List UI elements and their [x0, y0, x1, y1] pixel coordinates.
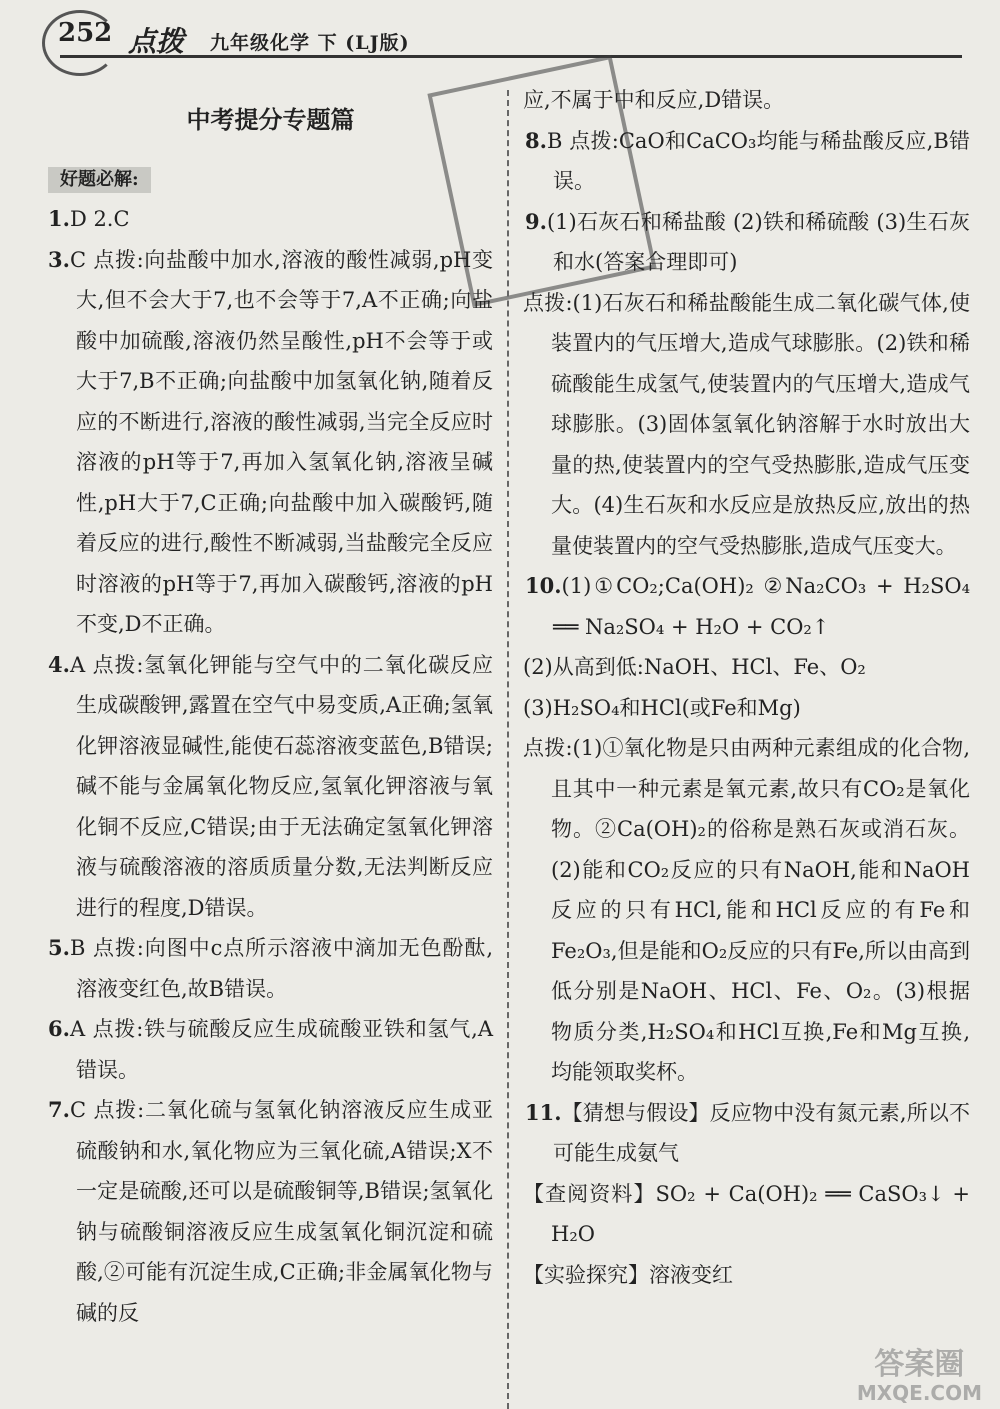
answer-number: 4.	[48, 651, 70, 677]
answer-number: 1.	[48, 206, 70, 231]
answer-item	[525, 647, 970, 688]
answer-item	[525, 566, 970, 647]
answer-text: 点拨:(1)石灰石和稀盐酸能生成二氧化碳气体,使装置内的气压增大,造成气球膨胀。(2)铁和稀硫酸能生成氢气,使装置内的气压增大,造成气球膨胀。(3)固体氢氧化钠溶解于水时放出大量的热,使装置内的空气受热膨胀,造成气压变大。(4)生石灰和水反应是放热反应,放出的热量使装置内的空气受热膨胀,造成气压变大。	[523, 290, 970, 558]
watermark-sub: MXQE.COM	[856, 1381, 982, 1405]
answer-text: B 点拨:CaO和CaCO₃均能与稀盐酸反应,B错误。	[546, 128, 970, 193]
watermark-main: 答案圈	[874, 1347, 965, 1382]
answer-text: (1)①CO₂;Ca(OH)₂ ②Na₂CO₃ + H₂SO₄ ══ Na₂SO₄ + H₂O + CO₂↑	[553, 574, 970, 639]
answer-item	[48, 645, 493, 929]
answer-item	[48, 240, 493, 645]
answer-text: D 2.C	[69, 207, 130, 231]
answer-text: 【实验探究】溶液变红	[523, 1262, 733, 1287]
answer-item	[525, 80, 970, 121]
answer-number: 7.	[48, 1097, 70, 1122]
answer-item	[48, 1009, 493, 1090]
answer-text: 【查阅资料】SO₂ + Ca(OH)₂ ══ CaSO₃↓ + H₂O	[523, 1181, 970, 1246]
answer-number: 3.	[48, 246, 70, 272]
answer-list-right	[525, 80, 970, 1295]
answer-item	[525, 121, 970, 202]
answer-text: A 点拨:氢氧化钾能与空气中的二氧化碳反应生成碳酸钾,露置在空气中易变质,A正确;氢氧化钾溶液显碱性,能使石蕊溶液变蓝色,B错误;碱不能与金属氧化物反应,氢氧化钾溶液与氧化铜不反应,C错误;由于无法确定氢氧化钾溶液与硫酸溶液的溶质质量分数,无法判断反应进行的程度,D错误。	[69, 652, 493, 920]
answer-item	[525, 1093, 970, 1174]
answer-text: C 点拨:二氧化硫与氢氧化钠溶液反应生成亚硫酸钠和水,氧化物应为三氧化硫,A错误;X不一定是硫酸,还可以是硫酸铜等,B错误;氢氧化钠与硫酸铜溶液反应生成氢氧化铜沉淀和硫酸,②可能有沉淀生成,C正确;非金属氧化物与碱的反	[69, 1098, 493, 1325]
answer-text: A 点拨:铁与硫酸反应生成硫酸亚铁和氢气,A错误。	[69, 1017, 493, 1082]
section-badge: 好题必解:	[48, 167, 151, 193]
answer-item	[525, 688, 970, 729]
header-rule	[60, 55, 962, 58]
answer-item	[525, 728, 970, 1093]
page-header	[0, 0, 1000, 68]
answer-item	[48, 928, 493, 1009]
answer-text: 点拨:(1)①氧化物是只由两种元素组成的化合物,且其中一种元素是氧元素,故只有CO₂是氧化物。②Ca(OH)₂的俗称是熟石灰或消石灰。(2)能和CO₂反应的只有NaOH,能和NaOH反应的只有HCl,能和HCl反应的有Fe和Fe₂O₃,但是能和O₂反应的只有Fe,所以由高到低分别是NaOH、HCl、Fe、O₂。(3)根据物质分类,H₂SO₄和HCl互换,Fe和Mg互换,均能领取奖杯。	[523, 736, 970, 1084]
book-title: 九年级化学 下 (LJ版)	[210, 32, 410, 54]
right-column	[525, 80, 970, 1295]
section-title: 中考提分专题篇	[186, 105, 355, 134]
left-column	[48, 80, 493, 1333]
answer-text: 【猜想与假设】反应物中没有氮元素,所以不可能生成氨气	[553, 1100, 970, 1165]
answer-number: 10.	[525, 573, 562, 598]
answer-number: 9.	[525, 208, 547, 234]
answer-item	[48, 1090, 493, 1333]
answer-number: 5.	[48, 935, 70, 960]
answer-item	[525, 202, 970, 283]
answer-item	[525, 1174, 970, 1255]
brand-logo: 点拨	[128, 25, 185, 58]
answer-item	[525, 1255, 970, 1296]
answer-list-left	[48, 199, 493, 1333]
answer-number: 11.	[525, 1099, 562, 1125]
answer-number: 6.	[48, 1016, 70, 1041]
answer-text: (1)石灰石和稀盐酸 (2)铁和稀硫酸 (3)生石灰和水(答案合理即可)	[546, 209, 970, 274]
answer-text: (2)从高到低:NaOH、HCl、Fe、O₂	[523, 655, 866, 679]
answer-item	[48, 199, 493, 240]
answer-number: 8.	[525, 127, 547, 153]
answer-text: C 点拨:向盐酸中加水,溶液的酸性减弱,pH变大,但不会大于7,也不会等于7,A不正确;向盐酸中加硫酸,溶液仍然呈酸性,pH不会等于或大于7,B不正确;向盐酸中加氢氧化钠,随着反应的不断进行,溶液的酸性减弱,当完全反应时溶液的pH等于7,再加入氢氧化钠,溶液呈碱性,pH大于7,C正确;向盐酸中加入碳酸钙,随着反应的进行,酸性不断减弱,当盐酸完全反应时溶液的pH等于7,再加入碳酸钙,溶液的pH不变,D不正确。	[69, 247, 493, 636]
answer-text: (3)H₂SO₄和HCl(或Fe和Mg)	[523, 695, 801, 720]
answer-text: 应,不属于中和反应,D错误。	[523, 88, 785, 112]
page-number: 252	[58, 18, 113, 48]
column-divider	[507, 90, 509, 1409]
answer-item	[525, 283, 970, 567]
answer-text: B 点拨:向图中c点所示溶液中滴加无色酚酞,溶液变红色,故B错误。	[69, 936, 493, 1001]
site-watermark	[857, 1339, 982, 1403]
